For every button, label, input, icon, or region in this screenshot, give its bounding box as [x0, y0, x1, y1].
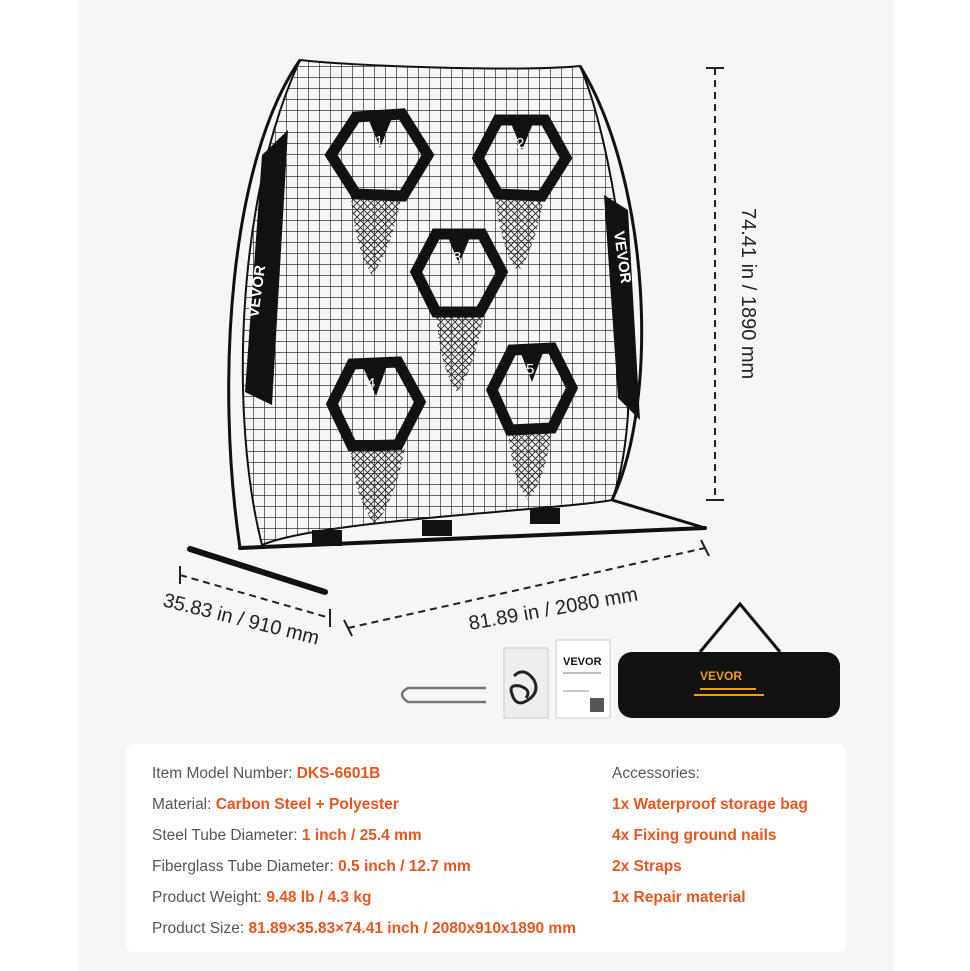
spec-weight: Product Weight: 9.48 lb / 4.3 kg: [152, 889, 372, 906]
svg-text:1: 1: [375, 133, 384, 150]
right-banner-logo: VEVOR: [610, 230, 635, 285]
storage-bag-image: [618, 604, 840, 718]
spec-size: Product Size: 81.89×35.83×74.41 inch / 2080x910x1890 mm: [152, 920, 576, 937]
depth-label: 35.83 in / 910 mm: [160, 589, 322, 650]
accessories-title: Accessories:: [612, 765, 700, 782]
bottom-tab: [312, 530, 342, 546]
width-label: 81.89 in / 2080 mm: [467, 583, 640, 635]
svg-text:5: 5: [526, 361, 535, 378]
spec-steel-tube: Steel Tube Diameter: 1 inch / 25.4 mm: [152, 827, 422, 844]
ground-nail-image: [402, 688, 486, 702]
depth-dimension: [161, 566, 330, 650]
spec-model: Item Model Number: DKS-6601B: [152, 765, 381, 782]
bottom-tab: [530, 508, 560, 524]
height-label: 74.41 in / 1890 mm: [737, 208, 759, 380]
height-dimension: [706, 68, 759, 500]
svg-text:2: 2: [516, 135, 525, 152]
straps-image: [504, 648, 548, 718]
accessory-item: 1x Repair material: [612, 889, 746, 906]
base-tube-right: [612, 500, 705, 528]
manual-image: [556, 640, 610, 718]
width-dimension: [344, 540, 709, 636]
left-banner-logo: VEVOR: [245, 264, 270, 319]
manual-brand: VEVOR: [563, 656, 602, 668]
spec-card: [126, 744, 846, 952]
svg-text:3: 3: [453, 249, 462, 266]
bag-brand: VEVOR: [700, 669, 743, 683]
spec-material: Material: Carbon Steel + Polyester: [152, 796, 399, 813]
accessory-item: 4x Fixing ground nails: [612, 827, 777, 844]
accessory-item: 2x Straps: [612, 858, 682, 875]
svg-text:4: 4: [367, 375, 376, 392]
base-tube-front: [190, 549, 325, 592]
bottom-tab: [422, 520, 452, 536]
spec-fiberglass-tube: Fiberglass Tube Diameter: 0.5 inch / 12.7 mm: [152, 858, 471, 875]
accessory-item: 1x Waterproof storage bag: [612, 796, 808, 813]
